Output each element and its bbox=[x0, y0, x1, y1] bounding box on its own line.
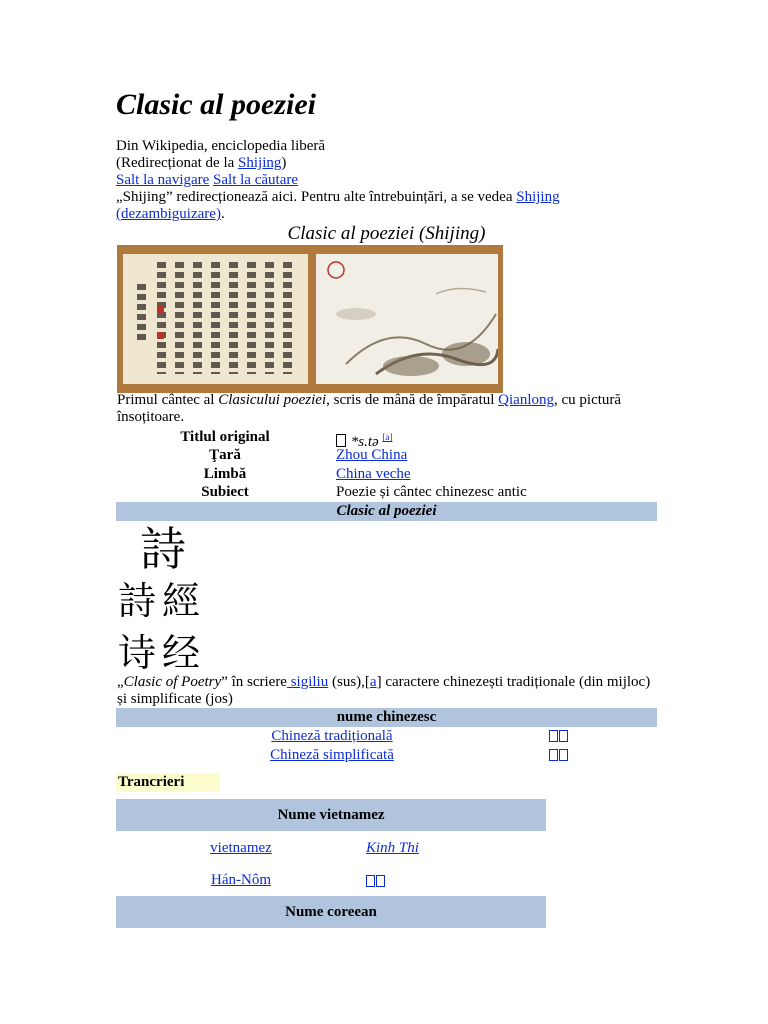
caption-italic: Clasicului poeziei bbox=[218, 392, 327, 408]
redirect-suffix: ) bbox=[281, 155, 287, 171]
vietnamese-row-label bbox=[116, 840, 366, 857]
caption-part: Primul cântec al bbox=[117, 392, 219, 408]
info-value bbox=[336, 465, 411, 483]
chinese-row-label bbox=[116, 746, 548, 764]
han-nom-link[interactable]: Hán-Nôm bbox=[211, 872, 271, 888]
note-a-ref-link[interactable]: a bbox=[369, 674, 377, 690]
section-header: Clasic al poeziei bbox=[116, 502, 657, 521]
source-line: Din Wikipedia, enciclopedia liberă bbox=[116, 138, 326, 154]
skip-links bbox=[116, 172, 298, 189]
redirect-prefix: (Redirecționat de la bbox=[116, 155, 239, 171]
han-nom-value[interactable] bbox=[366, 874, 386, 891]
hatnote-end: . bbox=[220, 206, 225, 222]
hatnote-text: „Shijing” redirecționează aici. Pentru alte întrebuințări, a se vedea bbox=[116, 189, 517, 205]
caption-part: „ bbox=[117, 674, 124, 690]
seal-script-link[interactable]: sigiliu bbox=[286, 674, 329, 690]
missing-glyph-icon bbox=[549, 730, 558, 742]
vietnamese-name-header: Nume vietnamez bbox=[116, 799, 546, 831]
caption-part: ] caractere chinezești tradiționale (din mijloc) și simplificate (jos) bbox=[117, 674, 651, 707]
image-caption bbox=[117, 392, 657, 426]
missing-glyph-icon bbox=[366, 875, 375, 887]
landscape-page bbox=[316, 254, 498, 384]
missing-glyph-icon bbox=[549, 749, 558, 761]
characters-caption bbox=[117, 674, 657, 708]
chinese-row-label bbox=[116, 727, 548, 745]
note-a-link[interactable]: [a] bbox=[382, 432, 393, 442]
language-link[interactable]: China veche bbox=[336, 466, 411, 482]
chinese-name-header: nume chinezesc bbox=[116, 708, 657, 727]
simplified-chinese-value[interactable] bbox=[549, 748, 569, 765]
hatnote-line-2 bbox=[116, 206, 225, 223]
info-label: Limbă bbox=[203, 466, 247, 482]
traditional-chinese-link[interactable]: Chineză tradițională bbox=[271, 728, 393, 744]
original-title-value: *s.tə bbox=[350, 434, 379, 450]
info-label: Ţară bbox=[209, 447, 241, 463]
hatnote-link-2[interactable]: (dezambiguizare) bbox=[116, 206, 221, 222]
traditional-chinese-value[interactable] bbox=[549, 729, 569, 746]
info-label: Subiect bbox=[201, 484, 249, 500]
info-label: Titlul original bbox=[180, 429, 270, 445]
skip-search-link[interactable]: Salt la căutare bbox=[213, 172, 299, 188]
caption-part: (sus),[ bbox=[328, 674, 370, 690]
simplified-characters: 诗经 bbox=[118, 631, 207, 675]
korean-name-header: Nume coreean bbox=[116, 896, 546, 928]
missing-glyph-icon bbox=[559, 749, 568, 761]
kinh-thi-link[interactable]: Kinh Thi bbox=[366, 840, 419, 856]
han-nom-row-label bbox=[116, 872, 366, 889]
missing-glyph-icon bbox=[559, 730, 568, 742]
skip-nav-link[interactable]: Salt la navigare bbox=[116, 172, 210, 188]
redirect-line bbox=[116, 155, 286, 172]
redirect-link[interactable]: Shijing bbox=[238, 155, 282, 171]
calligraphy-page bbox=[123, 254, 308, 384]
transcriptions-label[interactable]: Trancrieri bbox=[116, 773, 220, 792]
caption-part: ” în scriere bbox=[221, 674, 287, 690]
caption-italic: Clasic of Poetry bbox=[123, 674, 222, 690]
country-link[interactable]: Zhou China bbox=[336, 447, 408, 463]
simplified-chinese-link[interactable]: Chineză simplificată bbox=[270, 747, 394, 763]
infobox-title: Clasic al poeziei (Shijing) bbox=[287, 223, 486, 244]
missing-glyph-icon bbox=[376, 875, 385, 887]
info-value: Poezie și cântec chinezesc antic bbox=[336, 484, 527, 500]
hatnote-line-1 bbox=[116, 189, 560, 206]
info-value bbox=[336, 446, 407, 464]
qianlong-link[interactable]: Qianlong bbox=[498, 392, 554, 408]
hatnote-link-1[interactable]: Shijing bbox=[516, 189, 560, 205]
vietnamese-link[interactable]: vietnamez bbox=[210, 840, 272, 856]
calligraphy-painting-image[interactable] bbox=[117, 245, 503, 393]
caption-part: , cu pictură însoțitoare. bbox=[117, 392, 622, 425]
traditional-characters: 詩經 bbox=[118, 579, 207, 623]
seal-script-characters: 詩 bbox=[140, 522, 186, 576]
vietnamese-row-value bbox=[366, 840, 419, 857]
page-title: Clasic al poeziei bbox=[116, 88, 316, 121]
caption-part: , scris de mână de împăratul bbox=[326, 392, 499, 408]
